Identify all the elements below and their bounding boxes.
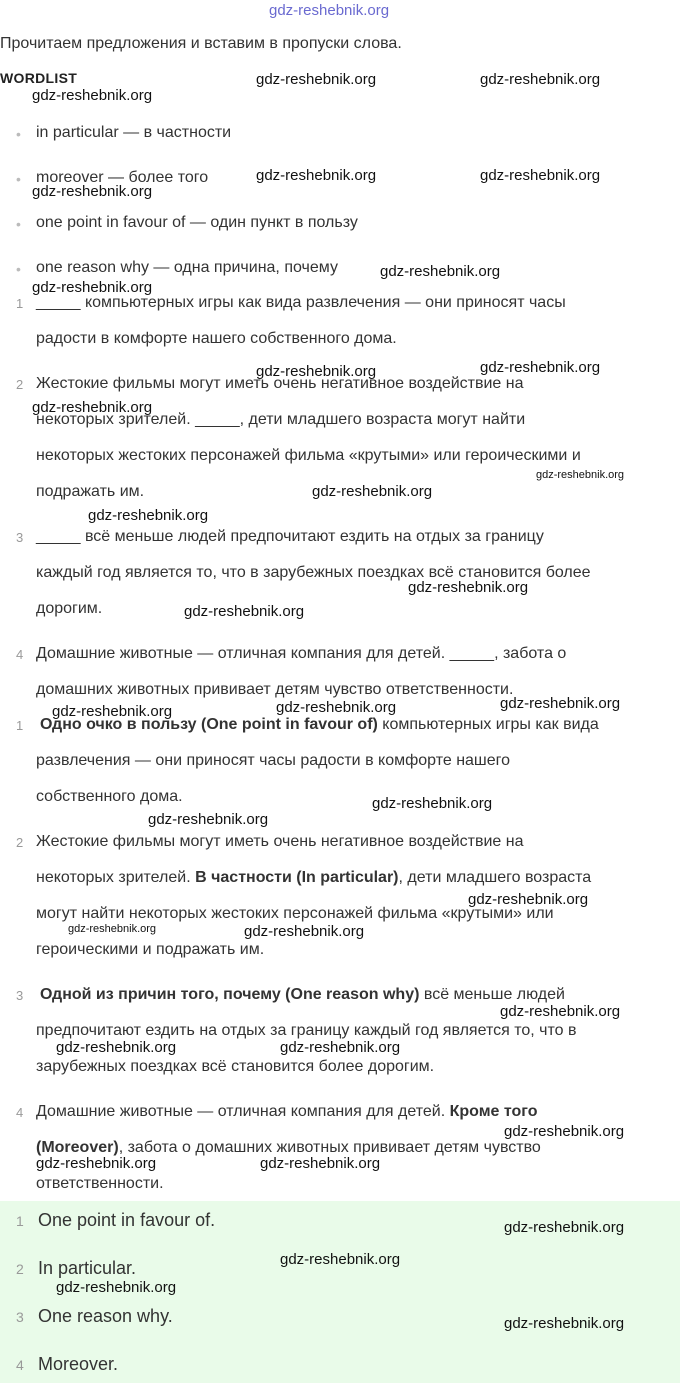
solution-line: Жестокие фильмы могут иметь очень негативное воздействие на xyxy=(36,833,524,850)
watermark: gdz-reshebnik.org xyxy=(504,1219,625,1236)
item-number: 4 xyxy=(16,647,24,662)
watermark: gdz-reshebnik.org xyxy=(480,71,601,88)
watermark: gdz-reshebnik.org xyxy=(32,183,153,200)
watermark: gdz-reshebnik.org xyxy=(280,1039,401,1056)
bullet-icon: • xyxy=(16,261,21,277)
answer-text: One reason why. xyxy=(38,1306,173,1326)
answer-text: One point in favour of. xyxy=(38,1210,216,1230)
exercise-line: дорогим. xyxy=(36,600,103,617)
watermark: gdz-reshebnik.org xyxy=(244,923,365,940)
wordlist-item: one point in favour of — один пункт в пользу xyxy=(36,214,358,231)
answer-text: Moreover. xyxy=(38,1354,119,1374)
watermark: gdz-reshebnik.org xyxy=(256,71,377,88)
watermark: gdz-reshebnik.org xyxy=(504,1123,625,1140)
watermark: gdz-reshebnik.org xyxy=(280,1251,401,1268)
solution-line: зарубежных поездках всё становится более дорогим. xyxy=(36,1058,435,1075)
watermark: gdz-reshebnik.org xyxy=(372,795,493,812)
solution-text: , дети младшего возраста xyxy=(398,869,592,886)
item-number: 4 xyxy=(16,1105,24,1120)
exercise-line: домашних животных прививает детям чувство ответственности. xyxy=(36,681,514,698)
solution-text: , забота о домашних животных прививает детям чувство xyxy=(118,1139,541,1156)
exercise-line: некоторых жестоких персонажей фильма «крутыми» или героическими и xyxy=(36,447,581,464)
exercise-line: _____ всё меньше людей предпочитают ездить на отдых за границу xyxy=(36,528,544,545)
solution-text: компьютерных игры как вида xyxy=(377,716,599,733)
answer-number: 1 xyxy=(16,1213,24,1229)
answer-number: 2 xyxy=(16,1261,24,1277)
wordlist-title: WORDLIST xyxy=(0,70,78,86)
item-number: 2 xyxy=(16,377,24,392)
watermark: gdz-reshebnik.org xyxy=(480,167,601,184)
solution-line: предпочитают ездить на отдых за границу каждый год является то, что в xyxy=(36,1022,577,1039)
exercise-line: радости в комфорте нашего собственного дома. xyxy=(36,330,397,347)
watermark: gdz-reshebnik.org xyxy=(184,603,305,620)
answer-phrase: (Moreover) xyxy=(36,1139,119,1156)
answer-phrase: Одной из причин того, почему (One reason why) xyxy=(40,986,420,1003)
watermark: gdz-reshebnik.org xyxy=(500,1003,621,1020)
solution-text: всё меньше людей xyxy=(419,986,565,1003)
intro-text: Прочитаем предложения и вставим в пропуски слова. xyxy=(0,35,402,52)
solution-line xyxy=(36,869,591,887)
solution-line: развлечения — они приносят часы радости в комфорте нашего xyxy=(36,752,511,769)
item-number: 2 xyxy=(16,835,24,850)
watermark: gdz-reshebnik.org xyxy=(468,891,589,908)
answer-text: In particular. xyxy=(38,1258,137,1278)
wordlist-item: moreover — более того xyxy=(36,169,209,186)
bullet-icon: • xyxy=(16,216,21,232)
exercise-line: Домашние животные — отличная компания для детей. _____, забота о xyxy=(36,645,567,662)
wordlist-item: one reason why — одна причина, почему xyxy=(36,259,338,276)
watermark: gdz-reshebnik.org xyxy=(480,359,601,376)
exercise-line: некоторых зрителей. _____, дети младшего возраста могут найти xyxy=(36,411,526,428)
exercise-line: Жестокие фильмы могут иметь очень негативное воздействие на xyxy=(36,375,524,392)
item-number: 1 xyxy=(16,296,24,311)
answer-number: 3 xyxy=(16,1309,24,1325)
watermark: gdz-reshebnik.org xyxy=(56,1039,177,1056)
bullet-icon: • xyxy=(16,171,21,187)
solution-line: могут найти некоторых жестоких персонажей фильма «крутыми» или xyxy=(36,905,554,922)
answer-phrase: Одно очко в пользу (One point in favour of) xyxy=(40,716,378,733)
answer-phrase: В частности (In particular) xyxy=(195,869,399,886)
solution-line: собственного дома. xyxy=(36,788,183,805)
watermark: gdz-reshebnik.org xyxy=(256,167,377,184)
watermark: gdz-reshebnik.org xyxy=(312,483,433,500)
watermark: gdz-reshebnik.org xyxy=(408,579,529,596)
answer-number: 4 xyxy=(16,1357,24,1373)
exercise-line: _____ компьютерных игры как вида развлечения — они приносят часы xyxy=(36,294,566,311)
solution-line xyxy=(40,986,565,1004)
solution-text: некоторых зрителей. xyxy=(36,869,196,886)
exercise-line: каждый год является то, что в зарубежных поездках всё становится более xyxy=(36,564,591,581)
watermark: gdz-reshebnik.org xyxy=(148,811,269,828)
watermark: gdz-reshebnik.org xyxy=(380,263,501,280)
watermark: gdz-reshebnik.org xyxy=(68,923,157,935)
watermark: gdz-reshebnik.org xyxy=(32,279,153,296)
solution-text: Домашние животные — отличная компания для детей. xyxy=(36,1103,450,1120)
watermark: gdz-reshebnik.org xyxy=(276,699,397,716)
solution-line: героическими и подражать им. xyxy=(36,941,265,958)
watermark: gdz-reshebnik.org xyxy=(52,703,173,720)
item-number: 3 xyxy=(16,530,24,545)
watermark: gdz-reshebnik.org xyxy=(56,1279,177,1296)
watermark: gdz-reshebnik.org xyxy=(36,1155,157,1172)
item-number: 1 xyxy=(16,718,24,733)
bullet-icon: • xyxy=(16,126,21,142)
item-number: 3 xyxy=(16,988,24,1003)
watermark: gdz-reshebnik.org xyxy=(256,363,377,380)
watermark: gdz-reshebnik.org xyxy=(504,1315,625,1332)
site-title[interactable]: gdz-reshebnik.org xyxy=(269,2,390,19)
solution-line xyxy=(36,1103,538,1121)
exercise-line: подражать им. xyxy=(36,483,145,500)
answer-phrase: Кроме того xyxy=(449,1103,538,1120)
watermark: gdz-reshebnik.org xyxy=(32,399,153,416)
watermark: gdz-reshebnik.org xyxy=(500,695,621,712)
wordlist-item: in particular — в частности xyxy=(36,124,232,141)
watermark: gdz-reshebnik.org xyxy=(32,87,153,104)
watermark: gdz-reshebnik.org xyxy=(536,469,625,481)
solution-line: ответственности. xyxy=(36,1175,164,1192)
watermark: gdz-reshebnik.org xyxy=(88,507,209,524)
watermark: gdz-reshebnik.org xyxy=(260,1155,381,1172)
